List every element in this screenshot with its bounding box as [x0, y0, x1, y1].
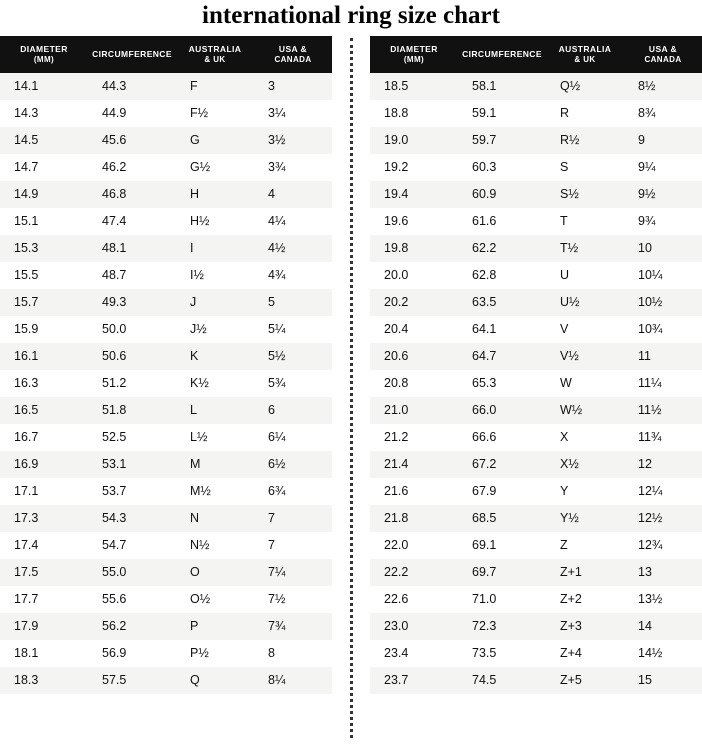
cell-circumference: 58.1 — [458, 73, 546, 100]
cell-usa-canada: 7 — [254, 505, 332, 532]
cell-circumference: 63.5 — [458, 289, 546, 316]
cell-usa-canada: 15 — [624, 667, 702, 694]
table-row — [0, 208, 332, 235]
cell-circumference: 73.5 — [458, 640, 546, 667]
column-header-australia-uk — [176, 36, 254, 73]
ring-size-table-left — [0, 36, 332, 694]
cell-usa-canada: 8½ — [624, 73, 702, 100]
cell-usa-canada: 4¼ — [254, 208, 332, 235]
cell-diameter: 17.9 — [0, 613, 88, 640]
cell-diameter: 17.1 — [0, 478, 88, 505]
vertical-divider — [338, 36, 364, 738]
cell-usa-canada: 12 — [624, 451, 702, 478]
cell-diameter: 19.4 — [370, 181, 458, 208]
cell-australia-uk: Q — [176, 667, 254, 694]
table-row — [0, 181, 332, 208]
cell-circumference: 64.1 — [458, 316, 546, 343]
cell-australia-uk: N — [176, 505, 254, 532]
cell-usa-canada: 14 — [624, 613, 702, 640]
cell-circumference: 49.3 — [88, 289, 176, 316]
cell-circumference: 69.7 — [458, 559, 546, 586]
table-row — [370, 289, 702, 316]
cell-diameter: 18.8 — [370, 100, 458, 127]
cell-australia-uk: H — [176, 181, 254, 208]
cell-circumference: 67.9 — [458, 478, 546, 505]
cell-usa-canada: 14½ — [624, 640, 702, 667]
cell-diameter: 14.1 — [0, 73, 88, 100]
cell-australia-uk: K½ — [176, 370, 254, 397]
cell-circumference: 55.6 — [88, 586, 176, 613]
cell-australia-uk: O — [176, 559, 254, 586]
cell-usa-canada: 5¼ — [254, 316, 332, 343]
table-row — [370, 559, 702, 586]
cell-australia-uk: Z+2 — [546, 586, 624, 613]
column-header-usa-canada — [624, 36, 702, 73]
table-row — [370, 235, 702, 262]
cell-usa-canada: 6¾ — [254, 478, 332, 505]
cell-diameter: 23.7 — [370, 667, 458, 694]
table-row — [370, 370, 702, 397]
table-row — [0, 424, 332, 451]
table-header-right — [370, 36, 702, 73]
cell-circumference: 44.3 — [88, 73, 176, 100]
cell-australia-uk: Z+3 — [546, 613, 624, 640]
table-row — [0, 451, 332, 478]
cell-circumference: 50.6 — [88, 343, 176, 370]
ring-size-table-right — [370, 36, 702, 694]
cell-australia-uk: F — [176, 73, 254, 100]
cell-circumference: 52.5 — [88, 424, 176, 451]
cell-circumference: 62.8 — [458, 262, 546, 289]
table-row — [370, 154, 702, 181]
cell-circumference: 47.4 — [88, 208, 176, 235]
cell-australia-uk: V — [546, 316, 624, 343]
cell-usa-canada: 4½ — [254, 235, 332, 262]
table-row — [370, 532, 702, 559]
cell-diameter: 15.3 — [0, 235, 88, 262]
header-row — [0, 36, 332, 73]
table-row — [370, 424, 702, 451]
cell-usa-canada: 10½ — [624, 289, 702, 316]
cell-diameter: 22.6 — [370, 586, 458, 613]
cell-usa-canada: 7¼ — [254, 559, 332, 586]
cell-circumference: 59.7 — [458, 127, 546, 154]
table-body-left — [0, 73, 332, 694]
cell-australia-uk: G — [176, 127, 254, 154]
cell-diameter: 19.2 — [370, 154, 458, 181]
cell-circumference: 65.3 — [458, 370, 546, 397]
cell-usa-canada: 10 — [624, 235, 702, 262]
table-row — [370, 586, 702, 613]
cell-australia-uk: R½ — [546, 127, 624, 154]
cell-circumference: 56.9 — [88, 640, 176, 667]
cell-diameter: 14.9 — [0, 181, 88, 208]
cell-diameter: 16.3 — [0, 370, 88, 397]
cell-usa-canada: 13 — [624, 559, 702, 586]
cell-usa-canada: 12¾ — [624, 532, 702, 559]
cell-diameter: 21.8 — [370, 505, 458, 532]
cell-diameter: 15.1 — [0, 208, 88, 235]
cell-usa-canada: 13½ — [624, 586, 702, 613]
cell-australia-uk: L½ — [176, 424, 254, 451]
table-row — [0, 532, 332, 559]
table-row — [0, 316, 332, 343]
cell-circumference: 53.1 — [88, 451, 176, 478]
cell-australia-uk: W — [546, 370, 624, 397]
column-header-australia-uk-label: AUSTRALIA — [188, 44, 242, 54]
column-header-usa-canada-label: USA & — [648, 44, 678, 54]
page-title: international ring size chart — [202, 2, 500, 29]
cell-usa-canada: 8 — [254, 640, 332, 667]
cell-australia-uk: Q½ — [546, 73, 624, 100]
cell-circumference: 59.1 — [458, 100, 546, 127]
table-row — [0, 289, 332, 316]
column-header-diameter-sub: (MM) — [33, 54, 55, 64]
cell-usa-canada: 7½ — [254, 586, 332, 613]
table-row — [370, 100, 702, 127]
cell-australia-uk: P½ — [176, 640, 254, 667]
cell-usa-canada: 5½ — [254, 343, 332, 370]
cell-australia-uk: V½ — [546, 343, 624, 370]
cell-usa-canada: 11¼ — [624, 370, 702, 397]
cell-diameter: 22.2 — [370, 559, 458, 586]
table-row — [370, 262, 702, 289]
cell-australia-uk: Z+1 — [546, 559, 624, 586]
table-row — [0, 343, 332, 370]
cell-diameter: 22.0 — [370, 532, 458, 559]
table-row — [0, 667, 332, 694]
column-header-diameter-sub: (MM) — [403, 54, 425, 64]
cell-diameter: 16.5 — [0, 397, 88, 424]
cell-diameter: 21.2 — [370, 424, 458, 451]
cell-usa-canada: 11 — [624, 343, 702, 370]
cell-diameter: 18.5 — [370, 73, 458, 100]
cell-usa-canada: 9½ — [624, 181, 702, 208]
cell-australia-uk: S½ — [546, 181, 624, 208]
cell-circumference: 66.6 — [458, 424, 546, 451]
cell-circumference: 51.8 — [88, 397, 176, 424]
cell-circumference: 62.2 — [458, 235, 546, 262]
cell-usa-canada: 7¾ — [254, 613, 332, 640]
cell-circumference: 48.7 — [88, 262, 176, 289]
cell-usa-canada: 4 — [254, 181, 332, 208]
tables-container — [0, 36, 702, 738]
cell-australia-uk: T — [546, 208, 624, 235]
cell-australia-uk: O½ — [176, 586, 254, 613]
cell-diameter: 21.0 — [370, 397, 458, 424]
column-header-australia-uk — [546, 36, 624, 73]
cell-australia-uk: U — [546, 262, 624, 289]
table-row — [0, 640, 332, 667]
cell-diameter: 14.3 — [0, 100, 88, 127]
table-row — [0, 559, 332, 586]
table-row — [370, 613, 702, 640]
cell-circumference: 54.7 — [88, 532, 176, 559]
cell-diameter: 21.4 — [370, 451, 458, 478]
cell-usa-canada: 6 — [254, 397, 332, 424]
cell-diameter: 17.3 — [0, 505, 88, 532]
cell-australia-uk: N½ — [176, 532, 254, 559]
cell-usa-canada: 12½ — [624, 505, 702, 532]
cell-diameter: 14.7 — [0, 154, 88, 181]
cell-usa-canada: 10¼ — [624, 262, 702, 289]
table-row — [0, 586, 332, 613]
table-row — [0, 262, 332, 289]
cell-circumference: 56.2 — [88, 613, 176, 640]
divider-line — [350, 38, 353, 738]
table-row — [370, 451, 702, 478]
table-row — [0, 127, 332, 154]
cell-circumference: 69.1 — [458, 532, 546, 559]
cell-australia-uk: Y — [546, 478, 624, 505]
cell-diameter: 20.8 — [370, 370, 458, 397]
cell-australia-uk: J — [176, 289, 254, 316]
cell-diameter: 20.6 — [370, 343, 458, 370]
cell-diameter: 17.7 — [0, 586, 88, 613]
cell-diameter: 15.9 — [0, 316, 88, 343]
cell-circumference: 55.0 — [88, 559, 176, 586]
cell-circumference: 71.0 — [458, 586, 546, 613]
table-row — [370, 478, 702, 505]
table-row — [0, 478, 332, 505]
table-header-left — [0, 36, 332, 73]
cell-usa-canada: 7 — [254, 532, 332, 559]
table-body-right — [370, 73, 702, 694]
cell-diameter: 23.4 — [370, 640, 458, 667]
cell-circumference: 57.5 — [88, 667, 176, 694]
cell-circumference: 46.2 — [88, 154, 176, 181]
cell-australia-uk: R — [546, 100, 624, 127]
cell-usa-canada: 5¾ — [254, 370, 332, 397]
cell-usa-canada: 10¾ — [624, 316, 702, 343]
cell-diameter: 18.1 — [0, 640, 88, 667]
cell-australia-uk: U½ — [546, 289, 624, 316]
cell-circumference: 74.5 — [458, 667, 546, 694]
table-row — [0, 235, 332, 262]
cell-diameter: 19.8 — [370, 235, 458, 262]
cell-usa-canada: 3½ — [254, 127, 332, 154]
cell-usa-canada: 9¾ — [624, 208, 702, 235]
cell-australia-uk: M½ — [176, 478, 254, 505]
cell-usa-canada: 3 — [254, 73, 332, 100]
cell-circumference: 45.6 — [88, 127, 176, 154]
column-header-circumference-label: CIRCUMFERENCE — [92, 49, 172, 59]
cell-circumference: 66.0 — [458, 397, 546, 424]
cell-diameter: 14.5 — [0, 127, 88, 154]
table-row — [0, 397, 332, 424]
table-row — [0, 100, 332, 127]
cell-circumference: 51.2 — [88, 370, 176, 397]
cell-diameter: 17.4 — [0, 532, 88, 559]
cell-circumference: 54.3 — [88, 505, 176, 532]
cell-diameter: 15.7 — [0, 289, 88, 316]
cell-diameter: 20.0 — [370, 262, 458, 289]
column-header-usa-canada-sub: CANADA — [274, 54, 312, 64]
table-row — [370, 667, 702, 694]
ring-size-chart-page — [0, 2, 702, 749]
cell-australia-uk: H½ — [176, 208, 254, 235]
cell-diameter: 16.7 — [0, 424, 88, 451]
cell-diameter: 18.3 — [0, 667, 88, 694]
column-header-usa-canada-sub: CANADA — [644, 54, 682, 64]
cell-usa-canada: 6¼ — [254, 424, 332, 451]
table-row — [0, 370, 332, 397]
cell-australia-uk: S — [546, 154, 624, 181]
cell-diameter: 16.1 — [0, 343, 88, 370]
cell-circumference: 67.2 — [458, 451, 546, 478]
table-row — [370, 316, 702, 343]
column-header-circumference — [458, 36, 546, 73]
cell-diameter: 16.9 — [0, 451, 88, 478]
cell-australia-uk: Z — [546, 532, 624, 559]
cell-australia-uk: Z+5 — [546, 667, 624, 694]
cell-australia-uk: X½ — [546, 451, 624, 478]
cell-circumference: 50.0 — [88, 316, 176, 343]
column-header-circumference — [88, 36, 176, 73]
table-row — [370, 640, 702, 667]
table-row — [0, 154, 332, 181]
cell-diameter: 17.5 — [0, 559, 88, 586]
cell-australia-uk: K — [176, 343, 254, 370]
cell-circumference: 44.9 — [88, 100, 176, 127]
column-header-diameter — [0, 36, 88, 73]
cell-circumference: 53.7 — [88, 478, 176, 505]
cell-diameter: 23.0 — [370, 613, 458, 640]
column-header-circumference-label: CIRCUMFERENCE — [462, 49, 542, 59]
column-header-australia-uk-sub: & UK — [204, 54, 226, 64]
cell-usa-canada: 8¾ — [624, 100, 702, 127]
cell-australia-uk: P — [176, 613, 254, 640]
right-table-wrap — [370, 36, 702, 694]
cell-usa-canada: 5 — [254, 289, 332, 316]
cell-australia-uk: T½ — [546, 235, 624, 262]
cell-diameter: 19.0 — [370, 127, 458, 154]
cell-circumference: 60.3 — [458, 154, 546, 181]
table-row — [370, 505, 702, 532]
table-row — [0, 505, 332, 532]
cell-circumference: 64.7 — [458, 343, 546, 370]
table-row — [370, 181, 702, 208]
cell-usa-canada: 11½ — [624, 397, 702, 424]
cell-usa-canada: 9 — [624, 127, 702, 154]
cell-circumference: 60.9 — [458, 181, 546, 208]
cell-diameter: 15.5 — [0, 262, 88, 289]
cell-australia-uk: I — [176, 235, 254, 262]
cell-australia-uk: F½ — [176, 100, 254, 127]
cell-circumference: 68.5 — [458, 505, 546, 532]
cell-usa-canada: 11¾ — [624, 424, 702, 451]
column-header-diameter-label: DIAMETER — [20, 44, 68, 54]
table-row — [0, 73, 332, 100]
column-header-usa-canada — [254, 36, 332, 73]
cell-australia-uk: Z+4 — [546, 640, 624, 667]
cell-australia-uk: M — [176, 451, 254, 478]
cell-diameter: 21.6 — [370, 478, 458, 505]
cell-australia-uk: X — [546, 424, 624, 451]
cell-australia-uk: Y½ — [546, 505, 624, 532]
cell-usa-canada: 9¼ — [624, 154, 702, 181]
cell-australia-uk: G½ — [176, 154, 254, 181]
table-row — [370, 73, 702, 100]
table-row — [370, 397, 702, 424]
table-row — [370, 343, 702, 370]
cell-usa-canada: 8¼ — [254, 667, 332, 694]
header-row — [370, 36, 702, 73]
cell-usa-canada: 3¾ — [254, 154, 332, 181]
cell-diameter: 20.2 — [370, 289, 458, 316]
column-header-usa-canada-label: USA & — [278, 44, 308, 54]
cell-circumference: 61.6 — [458, 208, 546, 235]
cell-usa-canada: 12¼ — [624, 478, 702, 505]
cell-australia-uk: W½ — [546, 397, 624, 424]
cell-circumference: 72.3 — [458, 613, 546, 640]
cell-diameter: 19.6 — [370, 208, 458, 235]
cell-circumference: 46.8 — [88, 181, 176, 208]
cell-usa-canada: 4¾ — [254, 262, 332, 289]
cell-australia-uk: L — [176, 397, 254, 424]
table-row — [370, 208, 702, 235]
left-table-wrap — [0, 36, 332, 694]
cell-australia-uk: I½ — [176, 262, 254, 289]
column-header-diameter — [370, 36, 458, 73]
cell-diameter: 20.4 — [370, 316, 458, 343]
table-row — [370, 127, 702, 154]
cell-circumference: 48.1 — [88, 235, 176, 262]
cell-usa-canada: 6½ — [254, 451, 332, 478]
column-header-australia-uk-sub: & UK — [574, 54, 596, 64]
column-header-diameter-label: DIAMETER — [390, 44, 438, 54]
table-row — [0, 613, 332, 640]
column-header-australia-uk-label: AUSTRALIA — [558, 44, 612, 54]
cell-australia-uk: J½ — [176, 316, 254, 343]
cell-usa-canada: 3¼ — [254, 100, 332, 127]
